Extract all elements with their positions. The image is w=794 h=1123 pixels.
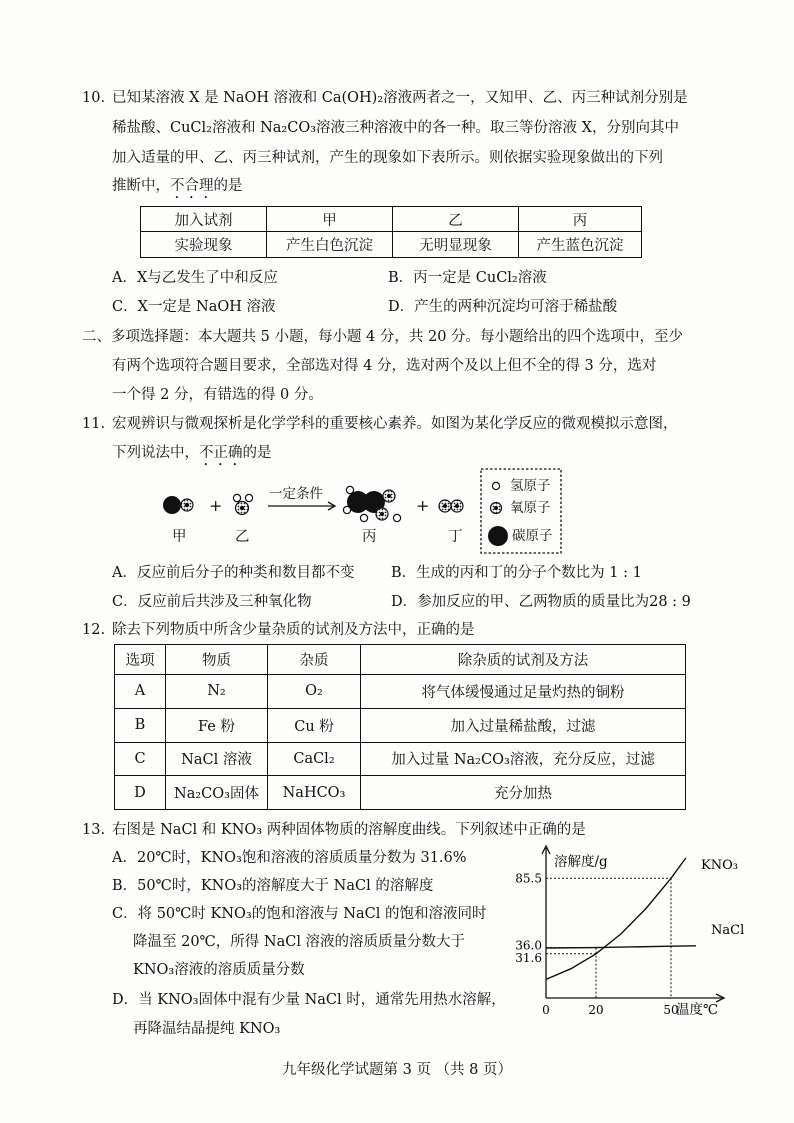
- hydrogen-atom-icon: [492, 482, 499, 489]
- q12-cell: NaHCO₃: [268, 776, 361, 810]
- q10-stem-line3: 加入适量的甲、乙、丙三种试剂，产生的现象如下表所示。则依据实验现象做出的下列: [112, 150, 663, 166]
- q10-table-cell: 乙: [393, 207, 519, 232]
- q11-number: 11.: [82, 416, 106, 432]
- q11-emphasis: 不正确: [199, 445, 243, 461]
- molecule-co: [163, 496, 193, 514]
- label-bing: 丙: [362, 529, 377, 545]
- y-tick-label: 36.0: [515, 938, 542, 953]
- solubility-chart: [500, 840, 745, 1018]
- q10-emphasis: 不合理: [170, 178, 214, 194]
- x-axis-label: 温度℃: [676, 1002, 719, 1018]
- q12-cell: B: [115, 708, 166, 742]
- q12-cell: Fe 粉: [166, 708, 268, 742]
- label-ding: 丁: [448, 529, 463, 545]
- q10-option-d: D．产生的两种沉淀均可溶于稀盐酸: [388, 299, 618, 315]
- q10-option-c: C．X一定是 NaOH 溶液: [112, 299, 276, 315]
- q12-cell: A: [115, 675, 166, 709]
- molecule-h2o: [233, 494, 252, 514]
- x-tick-label: 0: [542, 1003, 550, 1017]
- molecule-product-d: [439, 500, 463, 512]
- q10-table: [140, 206, 642, 258]
- section2-line2: 有两个选项符合题目要求，全部选对得 4 分，选对两个及以上但不全的得 3 分，选对: [112, 358, 657, 374]
- q13-option-a: A．20℃时，KNO₃饱和溶液的溶质质量分数为 31.6%: [112, 850, 467, 866]
- q11-line2-prefix: 下列说法中，: [112, 445, 199, 461]
- q13-option-c-line3: KNO₃溶液的溶质质量分数: [133, 962, 305, 978]
- q12-cell: NaCl 溶液: [166, 742, 268, 776]
- q12-cell: C: [115, 742, 166, 776]
- q12-cell: 加入过量 Na₂CO₃溶液，充分反应，过滤: [361, 742, 686, 776]
- series-line-nacl: [546, 946, 696, 948]
- plus-sign-2: +: [416, 496, 430, 515]
- section2-line1: 二、多项选择题：本大题共 5 小题，每小题 4 分，共 20 分。每小题给出的四个选项中，至少: [82, 329, 684, 345]
- series-label: NaCl: [711, 922, 745, 938]
- q10-line4-suffix: 的是: [213, 178, 243, 194]
- q10-table-cell: 产生白色沉淀: [267, 232, 393, 258]
- q11-option-b: B．生成的丙和丁的分子个数比为 1 : 1: [391, 565, 642, 581]
- q12-cell: Na₂CO₃固体: [166, 776, 268, 810]
- q10-table-cell: 丙: [519, 207, 642, 232]
- q11-option-d: D．参加反应的甲、乙两物质的质量比为28 : 9: [391, 594, 691, 610]
- q12-header-cell: 物质: [166, 645, 268, 675]
- q10-stem-line2: 稀盐酸、CuCl₂溶液和 Na₂CO₃溶液三种溶液中的各一种。取三等份溶液 X，分别向其中: [112, 120, 679, 136]
- q12-cell: 充分加热: [361, 776, 686, 810]
- reaction-condition: 一定条件: [269, 486, 323, 502]
- q11-option-a: A．反应前后分子的种类和数目都不变: [112, 565, 355, 581]
- section2-line3: 一个得 2 分，有错选的得 0 分。: [112, 387, 323, 403]
- plus-sign-1: +: [209, 496, 223, 515]
- table-row: [115, 742, 686, 776]
- y-tick-label: 85.5: [515, 871, 542, 886]
- q12-cell: O₂: [268, 675, 361, 709]
- q13-stem: 右图是 NaCl 和 KNO₃ 两种固体物质的溶解度曲线。下列叙述中正确的是: [112, 822, 586, 838]
- q12-number: 12.: [82, 622, 106, 638]
- q10-stem-line4: [112, 176, 243, 202]
- q13-option-d-line2: 再降温结晶提纯 KNO₃: [133, 1021, 281, 1037]
- table-row: [115, 776, 686, 810]
- series-line-kno3: [546, 858, 686, 979]
- q13-option-c-line2: 降温至 20℃，所得 NaCl 溶液的溶质质量分数大于: [133, 934, 466, 950]
- q10-table-cell: 无明显现象: [393, 232, 519, 258]
- table-row: [115, 675, 686, 709]
- q11-line2-suffix: 的是: [242, 445, 272, 461]
- q13-option-c-line1: C．将 50℃时 KNO₃的饱和溶液与 NaCl 的饱和溶液同时: [112, 906, 487, 922]
- q10-table-cell: 加入试剂: [141, 207, 267, 232]
- q12-cell: D: [115, 776, 166, 810]
- q10-number: 10.: [82, 90, 106, 106]
- x-tick-label: 20: [588, 1003, 604, 1017]
- q12-cell: Cu 粉: [268, 708, 361, 742]
- legend-carbon: 碳原子: [512, 528, 553, 544]
- page-footer: 九年级化学试题第 3 页 （共 8 页）: [282, 1062, 512, 1078]
- legend-oxygen: 氧原子: [510, 500, 551, 516]
- q13-number: 13.: [82, 822, 106, 838]
- q10-table-cell: 甲: [267, 207, 393, 232]
- x-tick-label: 50: [663, 1003, 679, 1017]
- q11-option-c: C．反应前后共涉及三种氧化物: [112, 594, 312, 610]
- q10-table-cell: 实验现象: [141, 232, 267, 258]
- label-yi: 乙: [235, 529, 250, 545]
- q12-cell: 将气体缓慢通过足量灼热的铜粉: [361, 675, 686, 709]
- series-label: KNO₃: [701, 858, 738, 874]
- q12-cell: N₂: [166, 675, 268, 709]
- carbon-atom-icon: [488, 526, 508, 546]
- q12-stem: 除去下列物质中所含少量杂质的试剂及方法中，正确的是: [112, 622, 475, 638]
- q10-option-b: B．丙一定是 CuCl₂溶液: [388, 270, 547, 286]
- q10-table-cell: 产生蓝色沉淀: [519, 232, 642, 258]
- q10-line4-prefix: 推断中，: [112, 178, 170, 194]
- molecule-product-c: [343, 486, 400, 521]
- q12-cell: 加入过量稀盐酸，过滤: [361, 708, 686, 742]
- q11-stem-line1: 宏观辨识与微观探析是化学学科的重要核心素养。如图为某化学反应的微观模拟示意图，: [112, 416, 678, 432]
- table-row: [115, 708, 686, 742]
- q13-option-b: B．50℃时，KNO₃的溶解度大于 NaCl 的溶解度: [112, 878, 434, 894]
- y-axis-label: 溶解度/g: [554, 854, 608, 870]
- q12-table: [114, 644, 686, 810]
- q12-header-cell: 除杂质的试剂及方法: [361, 645, 686, 675]
- q12-header-cell: 杂质: [268, 645, 361, 675]
- y-tick-label: 31.6: [515, 950, 542, 965]
- label-jia: 甲: [172, 529, 187, 545]
- q10-stem-line1: 已知某溶液 X 是 NaOH 溶液和 Ca(OH)₂溶液两者之一，又知甲、乙、丙三种试剂分别是: [112, 90, 688, 106]
- q12-cell: CaCl₂: [268, 742, 361, 776]
- q12-header-cell: 选项: [115, 645, 166, 675]
- q13-option-d-line1: D．当 KNO₃固体中混有少量 NaCl 时，通常先用热水溶解，: [112, 992, 506, 1008]
- q10-option-a: A．X与乙发生了中和反应: [112, 270, 278, 286]
- legend-hydrogen: 氢原子: [510, 478, 551, 494]
